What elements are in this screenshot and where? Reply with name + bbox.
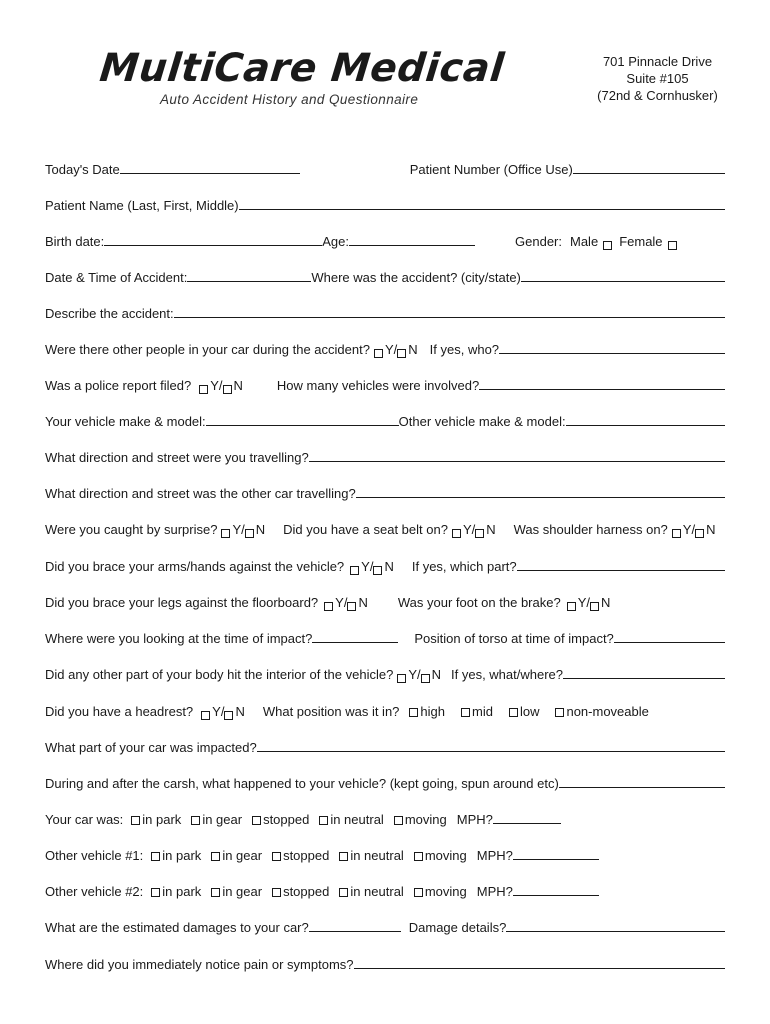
other-people-no-checkbox[interactable]	[397, 349, 406, 358]
form-header	[0, 0, 770, 130]
row-brace-legs	[45, 588, 725, 610]
foot-brake-no-checkbox[interactable]	[590, 602, 599, 611]
yes-label: Y/	[212, 704, 225, 719]
in-park-checkbox[interactable]	[151, 888, 160, 897]
damage-details-field[interactable]	[506, 917, 725, 932]
no-label: N	[233, 378, 243, 393]
row-birth-date	[45, 227, 725, 249]
car-impacted-label: What part of your car was impacted?	[45, 740, 257, 755]
row-pain	[45, 950, 725, 972]
no-label: N	[408, 342, 418, 357]
position-high-option[interactable]	[409, 704, 445, 719]
damage-details-label: Damage details?	[408, 920, 507, 935]
v2-moving-option[interactable]	[414, 884, 467, 899]
seat-belt-yes-checkbox[interactable]	[452, 529, 461, 538]
moving-checkbox[interactable]	[414, 852, 423, 861]
yes-label: Y/	[384, 342, 398, 357]
harness-yes-checkbox[interactable]	[672, 529, 681, 538]
if-yes-who-label: If yes, who?	[429, 342, 500, 357]
which-part-field[interactable]	[517, 556, 725, 571]
female-label: Female	[619, 234, 663, 249]
your-vehicle-field[interactable]	[206, 411, 399, 426]
yes-label: Y/	[682, 522, 696, 537]
v1-stopped-option[interactable]	[272, 848, 329, 863]
police-yes-checkbox[interactable]	[199, 385, 208, 394]
row-headrest	[45, 697, 725, 719]
v1-in-gear-option[interactable]	[211, 848, 262, 863]
headrest-position-label: What position was it in?	[262, 704, 400, 719]
in-park-label: in park	[142, 812, 182, 827]
low-checkbox[interactable]	[509, 708, 518, 717]
yes-label: Y/	[462, 522, 476, 537]
stopped-checkbox[interactable]	[272, 852, 281, 861]
age-label: Age:	[322, 234, 350, 249]
row-estimated-damages	[45, 913, 725, 935]
birth-date-field[interactable]	[104, 231, 322, 246]
row-other-vehicle-1	[45, 841, 725, 863]
non-moveable-label: non-moveable	[566, 704, 649, 719]
position-mid-option[interactable]	[461, 704, 493, 719]
v1-in-park-option[interactable]	[151, 848, 201, 863]
shoulder-harness-label: Was shoulder harness on?	[513, 522, 668, 537]
row-during-after	[45, 769, 725, 791]
no-label: N	[486, 522, 496, 537]
todays-date-label: Today's Date	[45, 162, 120, 177]
in-neutral-label: in neutral	[350, 884, 404, 899]
in-neutral-checkbox[interactable]	[319, 816, 328, 825]
patient-name-label: Patient Name (Last, First, Middle)	[45, 198, 239, 213]
yes-label: Y/	[408, 667, 421, 682]
moving-label: moving	[424, 884, 467, 899]
in-gear-checkbox[interactable]	[191, 816, 200, 825]
torso-field[interactable]	[614, 628, 725, 643]
mph-label: MPH?	[456, 812, 493, 827]
female-checkbox[interactable]	[668, 241, 677, 250]
accident-date-field[interactable]	[187, 267, 311, 282]
yes-label: Y/	[361, 559, 374, 574]
during-after-label: During and after the carsh, what happened to your vehicle? (kept going, spun around etc)	[45, 776, 559, 791]
in-neutral-checkbox[interactable]	[339, 852, 348, 861]
state-moving-option[interactable]	[394, 812, 447, 827]
no-label: N	[255, 522, 266, 537]
looking-label: Where were you looking at the time of impact?	[45, 631, 313, 646]
high-checkbox[interactable]	[409, 708, 418, 717]
row-brace-arms	[45, 552, 725, 574]
accident-location-label: Where was the accident? (city/state)	[311, 270, 521, 285]
seat-belt-label: Did you have a seat belt on?	[283, 522, 448, 537]
moving-checkbox[interactable]	[414, 888, 423, 897]
todays-date-field[interactable]	[120, 159, 300, 174]
body-hit-no-checkbox[interactable]	[421, 674, 430, 683]
yes-label: Y/	[232, 522, 245, 537]
in-neutral-label: in neutral	[330, 812, 384, 827]
state-in-neutral-option[interactable]	[319, 812, 383, 827]
row-accident-date	[45, 263, 725, 285]
v1-moving-option[interactable]	[414, 848, 467, 863]
body-hit-yes-checkbox[interactable]	[397, 674, 406, 683]
other-people-checkbox[interactable]	[374, 349, 383, 358]
mph-field[interactable]	[493, 809, 561, 824]
in-park-label: in park	[162, 884, 202, 899]
brace-arms-label: Did you brace your arms/hands against the vehicle?	[45, 559, 345, 574]
headrest-no-checkbox[interactable]	[224, 711, 233, 720]
logo-title: MultiCare Medical	[97, 46, 507, 91]
body-hit-label: Did any other part of your body hit the interior of the vehicle?	[45, 667, 394, 682]
surprise-no-checkbox[interactable]	[245, 529, 254, 538]
no-label: N	[601, 595, 611, 610]
no-label: N	[431, 667, 441, 682]
row-patient-name	[45, 191, 725, 213]
v2-in-neutral-option[interactable]	[339, 884, 403, 899]
your-car-was-label: Your car was:	[45, 812, 124, 827]
brace-arms-yes-checkbox[interactable]	[350, 566, 359, 575]
row-police-report	[45, 371, 725, 393]
other-vehicle-1-label: Other vehicle #1:	[45, 848, 144, 863]
mph-field[interactable]	[513, 881, 599, 896]
row-todays-date	[45, 155, 725, 177]
v2-in-park-option[interactable]	[151, 884, 201, 899]
describe-label: Describe the accident:	[45, 306, 174, 321]
brace-arms-no-checkbox[interactable]	[373, 566, 382, 575]
row-looking	[45, 624, 725, 646]
row-other-direction	[45, 479, 725, 501]
in-gear-label: in gear	[222, 848, 263, 863]
row-car-impacted	[45, 733, 725, 755]
if-yes-what-field[interactable]	[563, 664, 725, 679]
surprise-label: Were you caught by surprise?	[45, 522, 218, 537]
in-gear-checkbox[interactable]	[211, 888, 220, 897]
your-direction-label: What direction and street were you travelling?	[45, 450, 309, 465]
foot-brake-yes-checkbox[interactable]	[567, 602, 576, 611]
brace-legs-yes-checkbox[interactable]	[324, 602, 333, 611]
no-label: N	[384, 559, 394, 574]
male-label: Male	[570, 234, 599, 249]
stopped-label: stopped	[283, 848, 330, 863]
mph-label: MPH?	[476, 848, 513, 863]
your-direction-field[interactable]	[309, 447, 725, 462]
in-gear-checkbox[interactable]	[211, 852, 220, 861]
stopped-checkbox[interactable]	[272, 888, 281, 897]
in-neutral-label: in neutral	[350, 848, 404, 863]
in-park-checkbox[interactable]	[151, 852, 160, 861]
address-line: 701 Pinnacle Drive	[602, 54, 713, 69]
surprise-yes-checkbox[interactable]	[221, 529, 230, 538]
state-in-park-option[interactable]	[131, 812, 181, 827]
row-your-direction	[45, 443, 725, 465]
high-label: high	[420, 704, 445, 719]
harness-no-checkbox[interactable]	[695, 529, 704, 538]
in-gear-label: in gear	[202, 812, 243, 827]
mph-label: MPH?	[476, 884, 513, 899]
in-gear-label: in gear	[222, 884, 263, 899]
position-non-moveable-option[interactable]	[555, 704, 648, 719]
age-field[interactable]	[349, 231, 475, 246]
estimated-damages-field[interactable]	[309, 917, 401, 932]
police-no-checkbox[interactable]	[223, 385, 232, 394]
row-vehicle-make	[45, 407, 725, 429]
no-label: N	[358, 595, 368, 610]
moving-label: moving	[404, 812, 447, 827]
brace-legs-label: Did you brace your legs against the floorboard?	[45, 595, 319, 610]
other-direction-label: What direction and street was the other car travelling?	[45, 486, 356, 501]
other-vehicle-field[interactable]	[566, 411, 725, 426]
in-park-checkbox[interactable]	[131, 816, 140, 825]
birth-date-label: Birth date:	[45, 234, 105, 249]
estimated-damages-label: What are the estimated damages to your car?	[45, 920, 309, 935]
no-label: N	[235, 704, 245, 719]
other-direction-field[interactable]	[356, 483, 725, 498]
headrest-yes-checkbox[interactable]	[201, 711, 210, 720]
other-people-label: Were there other people in your car during the accident?	[45, 342, 370, 357]
which-part-label: If yes, which part?	[411, 559, 517, 574]
seat-belt-no-checkbox[interactable]	[475, 529, 484, 538]
yes-label: Y/	[335, 595, 348, 610]
foot-brake-label: Was your foot on the brake?	[397, 595, 561, 610]
moving-checkbox[interactable]	[394, 816, 403, 825]
mid-checkbox[interactable]	[461, 708, 470, 717]
patient-number-label: Patient Number (Office Use)	[409, 162, 573, 177]
row-body-hit	[45, 660, 725, 682]
v2-stopped-option[interactable]	[272, 884, 329, 899]
non-moveable-checkbox[interactable]	[555, 708, 564, 717]
address-line: Suite #105	[626, 71, 689, 86]
headrest-label: Did you have a headrest?	[45, 704, 194, 719]
if-yes-what-label: If yes, what/where?	[451, 667, 563, 682]
police-report-label: Was a police report filed?	[45, 378, 192, 393]
form-subtitle: Auto Accident History and Questionnaire	[160, 92, 419, 107]
stopped-label: stopped	[283, 884, 330, 899]
mid-label: mid	[472, 704, 493, 719]
brace-legs-no-checkbox[interactable]	[347, 602, 356, 611]
vehicles-involved-label: How many vehicles were involved?	[276, 378, 480, 393]
mph-field[interactable]	[513, 845, 599, 860]
clinic-address	[585, 53, 730, 104]
position-low-option[interactable]	[509, 704, 540, 719]
row-other-vehicle-2	[45, 877, 725, 899]
torso-label: Position of torso at time of impact?	[414, 631, 614, 646]
state-stopped-option[interactable]	[252, 812, 309, 827]
row-describe	[45, 299, 725, 321]
pain-label: Where did you immediately notice pain or symptoms?	[45, 957, 354, 972]
if-yes-who-field[interactable]	[499, 339, 725, 354]
accident-date-label: Date & Time of Accident:	[45, 270, 188, 285]
looking-field[interactable]	[312, 628, 398, 643]
stopped-checkbox[interactable]	[252, 816, 261, 825]
pain-field[interactable]	[354, 954, 725, 969]
in-neutral-checkbox[interactable]	[339, 888, 348, 897]
vehicles-involved-field[interactable]	[479, 375, 725, 390]
state-in-gear-option[interactable]	[191, 812, 242, 827]
car-impacted-field[interactable]	[257, 737, 725, 752]
v2-in-gear-option[interactable]	[211, 884, 262, 899]
other-vehicle-2-label: Other vehicle #2:	[45, 884, 144, 899]
no-label: N	[706, 522, 716, 537]
male-checkbox[interactable]	[603, 241, 612, 250]
stopped-label: stopped	[263, 812, 310, 827]
yes-label: Y/	[210, 378, 223, 393]
patient-number-field[interactable]	[573, 159, 725, 174]
address-line: (72nd & Cornhusker)	[597, 88, 718, 103]
your-vehicle-label: Your vehicle make & model:	[45, 414, 206, 429]
moving-label: moving	[424, 848, 467, 863]
yes-label: Y/	[577, 595, 590, 610]
accident-location-field[interactable]	[521, 267, 725, 282]
describe-field[interactable]	[174, 303, 725, 318]
gender-label: Gender:	[515, 234, 562, 249]
low-label: low	[519, 704, 540, 719]
other-vehicle-label: Other vehicle make & model:	[398, 414, 566, 429]
v1-in-neutral-option[interactable]	[339, 848, 403, 863]
row-your-car-state	[45, 805, 725, 827]
in-park-label: in park	[162, 848, 202, 863]
during-after-field[interactable]	[559, 773, 725, 788]
patient-name-field[interactable]	[239, 195, 725, 210]
row-other-people	[45, 335, 725, 357]
row-surprise	[45, 515, 725, 537]
